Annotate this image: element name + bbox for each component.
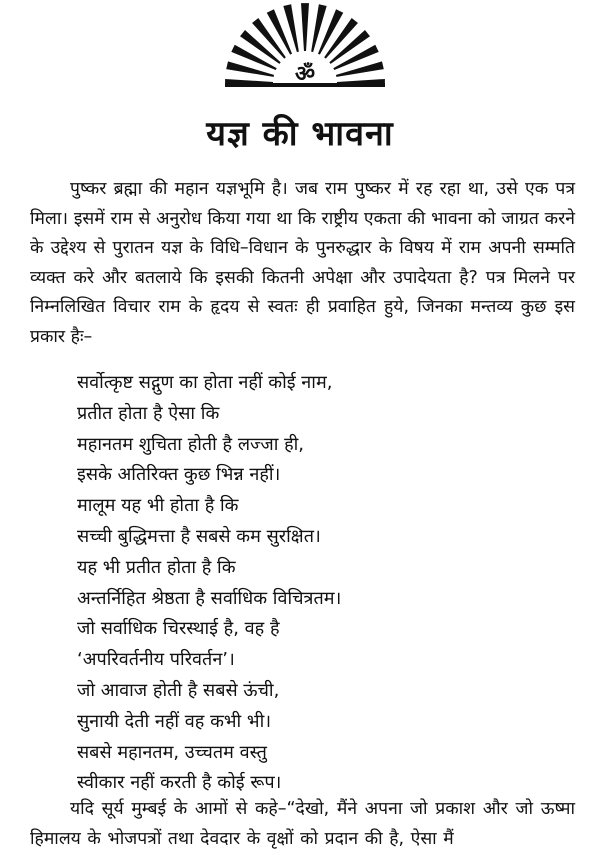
poem-line: मालूम यह भी होता है कि [77,495,239,517]
sunburst-ray [301,3,309,53]
poem-line: सर्वोत्कृष्ट सद्गुण का होता नहीं कोई नाम, [77,372,333,393]
poem-line: जो आवाज होती है सबसे ऊंची, [77,679,280,701]
poem-line: सुनायी देती नहीं वह कभी भी। [77,710,272,732]
poem [77,368,341,799]
poem-line: जो सर्वाधिक चिरस्थाई है, वह है [77,618,280,640]
om-sunburst-icon [225,0,385,96]
poem-line: अन्तर्निहित श्रेष्ठता है सर्वाधिक विचित्रतम। [77,587,342,609]
poem-line: यह भी प्रतीत होता है कि [77,556,236,578]
om-symbol: ॐ [294,62,316,87]
poem-line: सच्ची बुद्धिमत्ता है सबसे कम सुरक्षित। [77,525,321,547]
poem-line: सबसे महानतम, उच्चतम वस्तु [77,741,267,763]
intro-paragraph: पुष्कर ब्रह्मा की महान यज्ञभूमि है। जब राम पुष्कर में रह रहा था, उसे एक पत्र मिला। इसमें राम से अनुरोध किया गया था कि राष्ट्रीय एकता की भावना को जाग्रत करने के उद्देश्य से पुरातन यज्ञ के विधि–विधान के पुनरुद्धार के विषय में राम अपनी सम्मति व्यक्त करे और बतलाये कि इसकी कितनी अपेक्षा और उपादेयता है? पत्र मिलने पर निम्नलिखित विचार राम के हृदय से स्वतः ही प्रवाहित हुये, जिनका मन्तव्य कुछ इस प्रकार हैः– [30,179,575,347]
poem-line: स्वीकार नहीं करती है कोई रूप। [77,772,282,794]
poem-line: इसके अतिरिक्त कुछ भिन्न नहीं। [77,464,281,486]
page-title: यज्ञ की भावना [206,114,394,154]
continuation-paragraph: यदि सूर्य मुम्बई के आमों से कहे–“देखो, मैंने अपना जो प्रकाश और जो ऊष्मा हिमालय के भोजपत्रों तथा देवदार के वृक्षों को प्रदान की है, ऐसा मैं [30,799,575,849]
poem-line: ‘अपरिवर्तनीय परिवर्तन’। [77,649,235,671]
poem-line: प्रतीत होता है ऐसा कि [77,402,220,424]
poem-line: महानतम शुचिता होती है लज्जा ही, [77,433,305,455]
